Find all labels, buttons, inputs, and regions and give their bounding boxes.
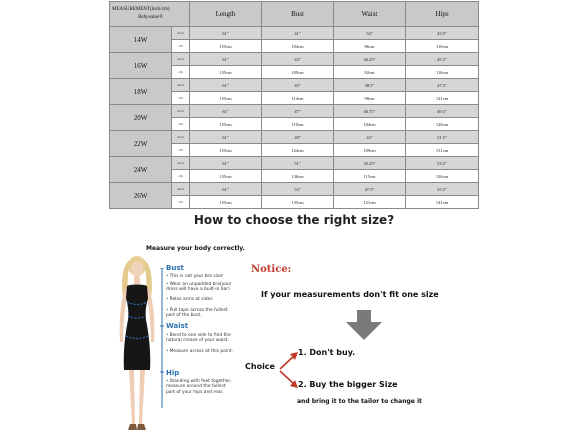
table-row — [110, 157, 479, 170]
size-cell: 24W — [110, 157, 172, 183]
bust-tip-1-text: This is not your bra size! — [169, 274, 224, 279]
inch-value-cell: 40.75" — [334, 105, 406, 118]
size-guide-title: How to choose the right size? — [193, 213, 395, 227]
size-cell: 22W — [110, 131, 172, 157]
cm-value-cell: 121cm — [406, 92, 479, 105]
waist-tip-1 — [166, 333, 234, 344]
table-body — [110, 27, 479, 209]
inch-value-cell: 47" — [262, 105, 334, 118]
unit-inch-cell: inch — [172, 131, 190, 144]
inch-value-cell: 55.5" — [406, 183, 479, 196]
cm-value-cell: 155cm — [190, 66, 262, 79]
choice-arrows-icon — [278, 349, 300, 391]
inch-value-cell: 49" — [262, 131, 334, 144]
inch-value-cell: 45.25" — [334, 157, 406, 170]
measure-caption: Measure your body correctly. — [146, 245, 245, 252]
waist-tip-2 — [166, 349, 234, 354]
model-figure-illustration — [108, 254, 166, 440]
size-cell: 20W — [110, 105, 172, 131]
cm-value-cell: 116cm — [406, 66, 479, 79]
inch-value-cell: 61" — [190, 53, 262, 66]
option-dont-buy: 1. Don't buy. — [298, 348, 356, 357]
size-cell: 18W — [110, 79, 172, 105]
brand-label: Babyvalue® — [138, 15, 163, 20]
cm-value-cell: 131cm — [406, 144, 479, 157]
bust-tip-2 — [166, 282, 234, 293]
inch-value-cell: 47.5" — [334, 183, 406, 196]
hip-tip-1-text: Standing with feet together, measure around the fullest part of your hips and rear. — [166, 379, 232, 395]
cm-value-cell: 126cm — [406, 118, 479, 131]
waist-section-label: Waist — [166, 322, 189, 330]
unit-cm-cell: cm — [172, 170, 190, 183]
bullet-icon: • — [166, 308, 169, 313]
cm-value-cell: 121cm — [334, 196, 406, 209]
unit-inch-cell: inch — [172, 27, 190, 40]
inch-value-cell: 51" — [262, 157, 334, 170]
cm-value-cell: 130cm — [262, 170, 334, 183]
bullet-icon: • — [166, 282, 169, 287]
inch-value-cell: 36.25" — [334, 53, 406, 66]
cm-value-cell: 110cm — [406, 40, 479, 53]
unit-inch-cell: inch — [172, 79, 190, 92]
waist-tip-2-text: Measure across at this point. — [169, 349, 233, 354]
unit-cm-cell: cm — [172, 196, 190, 209]
cm-value-cell: 109cm — [334, 144, 406, 157]
inch-value-cell: 43" — [262, 53, 334, 66]
unit-cm-cell: cm — [172, 66, 190, 79]
cm-value-cell: 155cm — [190, 118, 262, 131]
inch-value-cell: 53" — [262, 183, 334, 196]
inch-value-cell: 51.5" — [406, 131, 479, 144]
cm-value-cell: 136cm — [406, 170, 479, 183]
inch-value-cell: 61" — [190, 157, 262, 170]
cm-value-cell: 119cm — [262, 118, 334, 131]
cm-value-cell: 124cm — [262, 144, 334, 157]
cm-value-cell: 114cm — [262, 92, 334, 105]
choice-label: Choice — [245, 362, 275, 371]
cm-value-cell: 98cm — [334, 92, 406, 105]
cm-value-cell: 155cm — [190, 196, 262, 209]
inch-value-cell: 49.5" — [406, 105, 479, 118]
cm-value-cell: 92cm — [334, 66, 406, 79]
notice-text: If your measurements don't fit one size — [261, 290, 439, 299]
unit-cm-cell: cm — [172, 144, 190, 157]
inch-value-cell: 45.5" — [406, 53, 479, 66]
size-cell: 14W — [110, 27, 172, 53]
cm-value-cell: 155cm — [190, 144, 262, 157]
bust-tip-3 — [166, 297, 234, 302]
bullet-icon: • — [166, 297, 169, 302]
down-arrow-icon — [346, 310, 382, 340]
measure-bracket-line — [160, 268, 164, 408]
cm-value-cell: 104cm — [334, 118, 406, 131]
inch-value-cell: 61" — [190, 79, 262, 92]
option-buy-bigger: 2. Buy the bigger Size — [298, 380, 398, 389]
cm-value-cell: 109cm — [262, 66, 334, 79]
table-row — [110, 53, 479, 66]
cm-value-cell: 115cm — [334, 170, 406, 183]
cm-value-cell: 155cm — [190, 40, 262, 53]
inch-value-cell: 34" — [334, 27, 406, 40]
unit-inch-cell: inch — [172, 157, 190, 170]
bust-tip-2-text: Wear an unpadded bra(your dress will have a built-in bar) — [166, 282, 232, 293]
table-row — [110, 105, 479, 118]
inch-value-cell: 61" — [190, 27, 262, 40]
unit-cm-cell: cm — [172, 40, 190, 53]
cm-value-cell: 135cm — [262, 196, 334, 209]
notice-title: Notice: — [251, 264, 292, 275]
column-header-bust: Bust — [262, 2, 334, 27]
column-header-length: Length — [190, 2, 262, 27]
bust-section-label: Bust — [166, 264, 184, 272]
tailor-note: and bring it to the tailor to change it — [297, 398, 422, 405]
inch-value-cell: 53.5" — [406, 157, 479, 170]
cm-value-cell: 141cm — [406, 196, 479, 209]
unit-inch-cell: inch — [172, 183, 190, 196]
table-header-row — [110, 2, 479, 27]
column-header-hips: Hips — [406, 2, 479, 27]
bullet-icon: • — [166, 379, 169, 384]
unit-inch-cell: inch — [172, 53, 190, 66]
inch-value-cell: 41" — [262, 27, 334, 40]
inch-value-cell: 38.5" — [334, 79, 406, 92]
size-chart-table — [109, 1, 479, 209]
measurement-header-label: MEASUREMENT(inch/cm) — [112, 7, 170, 12]
hip-tip-1 — [166, 379, 234, 395]
size-cell: 16W — [110, 53, 172, 79]
table-row — [110, 183, 479, 196]
bust-tip-1 — [166, 274, 234, 279]
inch-value-cell: 61" — [190, 183, 262, 196]
bullet-icon: • — [166, 349, 169, 354]
inch-value-cell: 43.5" — [406, 27, 479, 40]
waist-tip-1-text: Bend to one side to find the natural crease of your waist. — [166, 333, 231, 344]
unit-inch-cell: inch — [172, 105, 190, 118]
unit-cm-cell: cm — [172, 118, 190, 131]
size-cell: 26W — [110, 183, 172, 209]
measurement-header-cell — [110, 2, 190, 27]
cm-value-cell: 155cm — [190, 92, 262, 105]
cm-value-cell: 155cm — [190, 170, 262, 183]
bullet-icon: • — [166, 333, 169, 338]
table-row — [110, 79, 479, 92]
column-header-waist: Waist — [334, 2, 406, 27]
cm-value-cell: 104cm — [262, 40, 334, 53]
inch-value-cell: 61" — [190, 105, 262, 118]
inch-value-cell: 43" — [334, 131, 406, 144]
hip-section-label: Hip — [166, 369, 180, 377]
cm-value-cell: 86cm — [334, 40, 406, 53]
bust-tip-4 — [166, 308, 234, 319]
unit-cm-cell: cm — [172, 92, 190, 105]
bust-tip-3-text: Relax arms at sides — [169, 297, 213, 302]
bust-tip-4-text: Pull tape across the fullest part of the bust. — [166, 308, 228, 319]
inch-value-cell: 45" — [262, 79, 334, 92]
table-row — [110, 131, 479, 144]
table-row — [110, 27, 479, 40]
inch-value-cell: 61" — [190, 131, 262, 144]
inch-value-cell: 47.5" — [406, 79, 479, 92]
bullet-icon: • — [166, 274, 169, 279]
